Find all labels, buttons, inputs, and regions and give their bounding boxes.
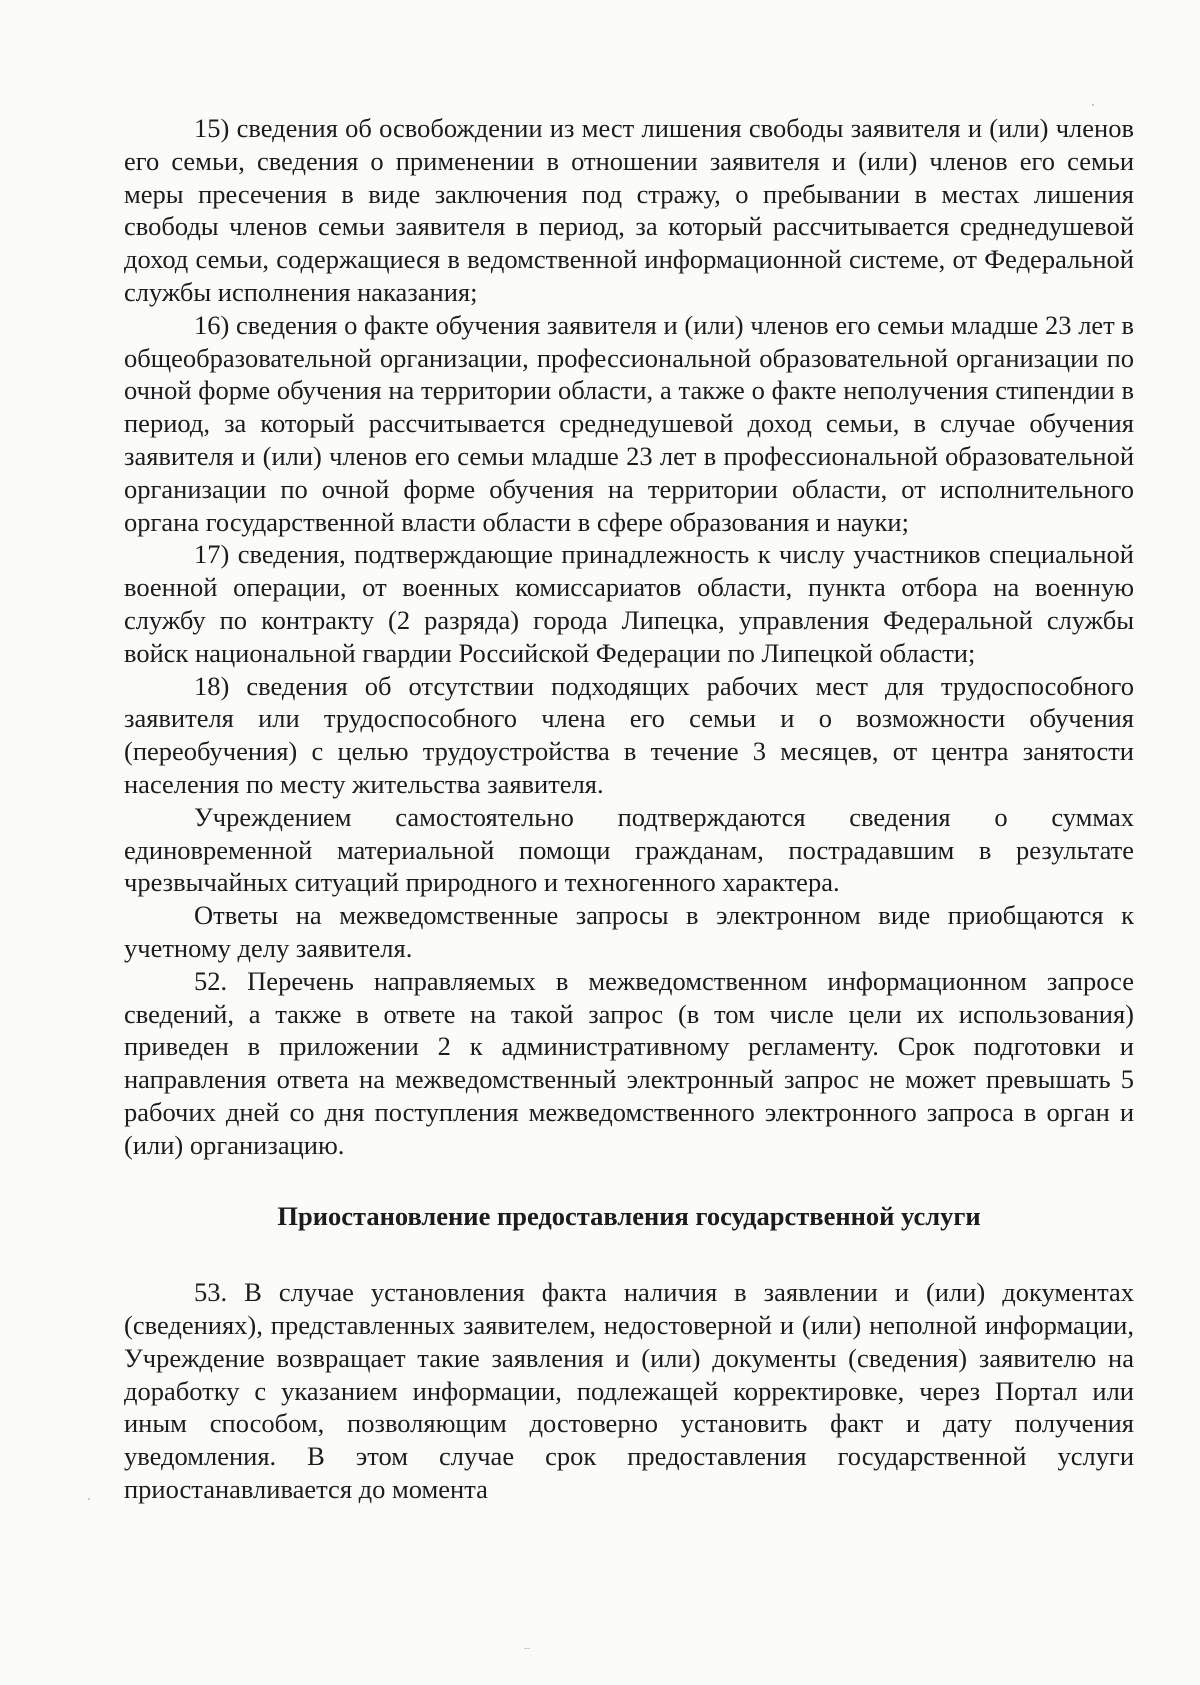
paragraph-item-16: 16) сведения о факте обучения заявителя и (или) членов его семьи младше 23 лет в общеобразовательной организации, профессиональной образовательной организации по очной форме обучения на территории области, а также о факте неполучения стипендии в период, за который рассчитывается среднедушевой доход семьи, в случае обучения заявителя и (или) членов его семьи младше 23 лет в профессиональной образовательной организации по очной форме обучения на территории области, от исполнительного органа государственной власти области в сфере образования и науки; xyxy=(124,309,1134,537)
paragraph-item-18: 18) сведения об отсутствии подходящих рабочих мест для трудоспособного заявителя или трудоспособного члена его семьи и о возможности обучения (переобучения) с целью трудоустройства в течение 3 месяцев, от центра занятости населения по месту жительства заявителя. xyxy=(124,670,1134,799)
document-body xyxy=(124,112,1134,1506)
scan-speck xyxy=(88,1498,90,1500)
section-heading: Приостановление предоставления государственной услуги xyxy=(277,1200,981,1231)
paragraph-responses: Ответы на межведомственные запросы в электронном виде приобщаются к учетному делу заявителя. xyxy=(124,900,1134,963)
scan-mark xyxy=(524,1648,530,1649)
paragraph-52: 52. Перечень направляемых в межведомственном информационном запросе сведений, а также в ответе на такой запрос (в том числе цели их использования) приведен в приложении 2 к административному регламенту. Срок подготовки и направления ответа на межведомственный электронный запрос не может превышать 5 рабочих дней со дня поступления межведомственного электронного запроса в орган и (или) организацию. xyxy=(124,965,1134,1160)
scan-speck xyxy=(1092,104,1094,106)
paragraph-item-15: 15) сведения об освобождении из мест лишения свободы заявителя и (или) членов его семьи, сведения о применении в отношении заявителя и (или) членов его семьи меры пресечения в виде заключения под стражу, о пребывании в местах лишения свободы членов семьи заявителя в период, за который рассчитывается среднедушевой доход семьи, содержащиеся в ведомственной информационной системе, от Федеральной службы исполнения наказания; xyxy=(124,113,1134,307)
paragraph-institution-confirmation: Учреждением самостоятельно подтверждаются сведения о суммах единовременной материальной помощи гражданам, пострадавшим в результате чрезвычайных ситуаций природного и техногенного характера. xyxy=(124,801,1134,898)
paragraph-53: 53. В случае установления факта наличия в заявлении и (или) документах (сведениях), представленных заявителем, недостоверной и (или) неполной информации, Учреждение возвращает такие заявления и (или) документы (сведения) заявителю на доработку с указанием информации, подлежащей корректировке, через Портал или иным способом, позволяющим достоверно установить факт и дату получения уведомления. В этом случае срок предоставления государственной услуги приостанавливается до момента xyxy=(124,1277,1134,1505)
paragraph-item-17: 17) сведения, подтверждающие принадлежность к числу участников специальной военной операции, от военных комиссариатов области, пункта отбора на военную службу по контракту (2 разряда) города Липецка, управления Федеральной службы войск национальной гвардии Российской Федерации по Липецкой области; xyxy=(124,539,1134,668)
